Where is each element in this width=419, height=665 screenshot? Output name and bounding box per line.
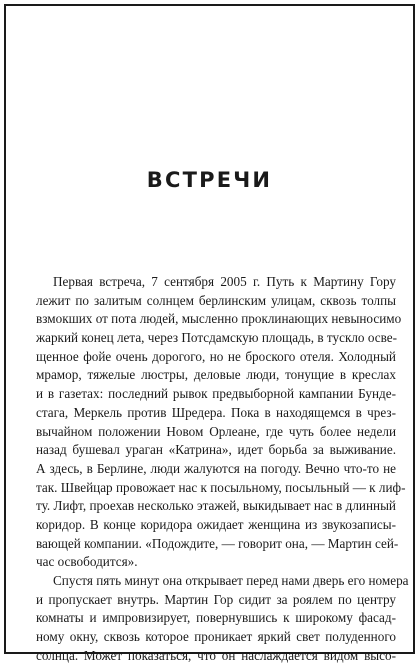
page-frame	[4, 4, 415, 663]
text-line: солнца. Может показаться, что он наслаждается видом высо-	[36, 647, 396, 663]
text-line: коридор. В конце коридора ожидает женщина из звукозаписы-	[36, 516, 396, 532]
text-line: жаркий конец лета, через Потсдамскую площадь, в тускло осве-	[36, 330, 397, 346]
text-line: Спустя пять минут она открывает перед нами дверь его номера	[53, 573, 409, 588]
text-line: вычайном положении Новом Орлеане, где чуть более недели	[36, 423, 396, 439]
body-text	[36, 273, 409, 665]
text-line: вающей компании. «Подождите, — говорит она, — Мартин сей-	[36, 535, 399, 551]
paragraph-2	[36, 572, 409, 665]
text-line: и в газетах: последний рывок предвыборной кампании Бунде-	[36, 386, 396, 402]
text-line: взмокших от пота людей, мысленно проклинающих невыносимо	[36, 311, 402, 327]
text-line: мрамор, тяжелые люстры, деловые люди, тонущие в креслах	[36, 367, 396, 383]
text-line: так. Швейцар провожает нас к посыльному, посыльный — к лиф-	[36, 479, 406, 495]
text-line: стага, Меркель против Шредера. Пока в находящемся в чрез-	[36, 404, 396, 420]
text-line: ному окну, сквозь которое проникает яркий свет полуденного	[36, 629, 396, 645]
text-line: лежит по залитым солнцем берлинским улицам, сквозь толпы	[36, 292, 396, 308]
text-line: и пропускает внутрь. Мартин Гор сидит за роялем по центру	[36, 591, 396, 607]
text-line: комнаты и импровизирует, повернувшись к широкому фасад-	[36, 610, 396, 626]
text-line: ту. Лифт, проехав несколько этажей, выкидывает нас в длинный	[36, 498, 396, 514]
paragraph-1	[36, 273, 406, 572]
text-line: щенное фойе очень дорогого, но не броского отеля. Холодный	[36, 348, 396, 364]
text-line: А здесь, в Берлине, люди жалуются на погоду. Вечно что-то не	[36, 460, 396, 476]
text-line: час освободится».	[36, 554, 138, 570]
chapter-title: ВСТРЕЧИ	[146, 168, 273, 192]
text-line: Первая встреча, 7 сентября 2005 г. Путь к Мартину Гору	[53, 274, 396, 289]
text-line: назад бушевал ураган «Катрина», идет борьба за выживание.	[36, 442, 396, 458]
